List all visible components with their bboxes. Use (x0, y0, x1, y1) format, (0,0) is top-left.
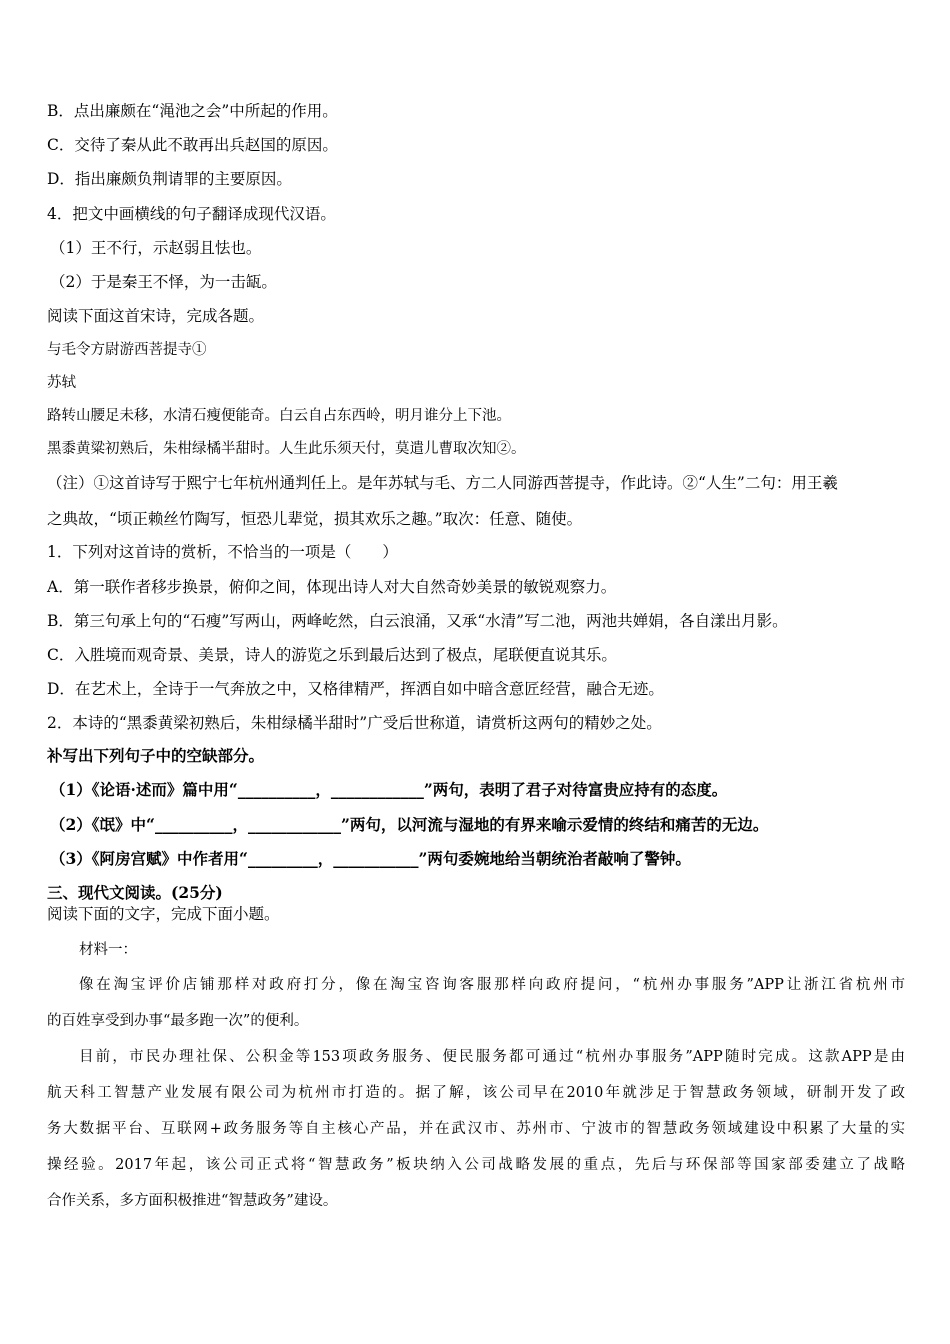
poem-title: 与毛令方尉游西菩提寺① (47, 342, 207, 358)
sentence-1-line: （1）王不行，示赵弱且怯也。 (50, 239, 262, 257)
poem-option-b: B．第三句承上句的“石瘦”写两山，两峰屹然，白云浪涌，又承“水清”写二池，两池共婵娟，各自漾出月影。 (47, 612, 788, 630)
sentence-2-line: （2）于是秦王不怿，为一击缻。 (50, 273, 277, 291)
section-three-heading: 三、现代文阅读。(25分) (47, 883, 223, 902)
material-one-label: 材料一： (79, 942, 137, 958)
fill-blank-1: （1）《论语·述而》篇中用“__________，____________”两句，表明了君子对待富贵应持有的态度。 (50, 780, 728, 799)
poem-author: 苏轼 (47, 375, 76, 391)
option-b-line: B．点出廉颇在“渑池之会”中所起的作用。 (47, 102, 338, 120)
material-one-para2-line3: 务大数据平台、互联网+政务服务等自主核心产品，并在武汉市、苏州市、宁波市的智慧政务领域建设中积累了大量的实 (47, 1121, 905, 1137)
material-one-para2-line4: 操经验。2017年起，该公司正式将“智慧政务”板块纳入公司战略发展的重点，先后与环保部等国家部委建立了战略 (47, 1157, 905, 1173)
poem-option-c: C．入胜境而观奇景、美景，诗人的游览之乐到最后达到了极点，尾联便直说其乐。 (47, 646, 617, 664)
fill-blank-heading: 补写出下列句子中的空缺部分。 (47, 746, 265, 765)
material-one-para1-line2: 的百姓享受到办事“最多跑一次”的便利。 (47, 1013, 309, 1029)
reading-instruction: 阅读下面的文字，完成下面小题。 (47, 905, 280, 923)
fill-blank-3: （3）《阿房宫赋》中作者用“_________，___________”两句委婉地给当朝统治者敲响了警钟。 (50, 849, 691, 868)
option-c-line: C．交待了秦从此不敢再出兵赵国的原因。 (47, 136, 338, 154)
poem-question-2: 2．本诗的“黑黍黄梁初熟后，朱柑绿橘半甜时”广受后世称道，请赏析这两句的精妙之处。 (47, 714, 662, 732)
fill-blank-2: （2）《氓》中“__________，____________”两句，以河流与湿地的有界来喻示爱情的终结和痛苦的无边。 (50, 815, 769, 834)
material-one-para2-line5: 合作关系，多方面积极推进“智慧政务”建设。 (47, 1193, 338, 1209)
material-one-para2-line1: 目前，市民办理社保、公积金等153项政务服务、便民服务都可通过“杭州办事服务”APP随时完成。这款APP是由 (79, 1049, 905, 1065)
poem-option-d: D．在艺术上，全诗于一气奔放之中，又格律精严，挥洒自如中暗含意匠经营，融合无迹。 (47, 680, 664, 698)
poem-note-line-2: 之典故，“顷正赖丝竹陶写，恒恐儿辈觉，损其欢乐之趣。”取次：任意、随使。 (47, 510, 583, 528)
option-d-line: D．指出廉颇负荆请罪的主要原因。 (47, 170, 292, 188)
poem-instruction-line: 阅读下面这首宋诗，完成各题。 (47, 307, 265, 325)
question-4-line: 4．把文中画横线的句子翻译成现代汉语。 (47, 205, 336, 223)
poem-line-1: 路转山腰足未移，水清石瘦便能奇。白云自占东西岭，明月谁分上下池。 (47, 408, 511, 424)
poem-line-2: 黑黍黄粱初熟后，朱柑绿橘半甜时。人生此乐须天付，莫遣儿曹取次知②。 (47, 441, 526, 457)
poem-note-line-1: （注）①这首诗写于熙宁七年杭州通判任上。是年苏轼与毛、方二人同游西菩提寺，作此诗。②“人生”二句：用王羲 (47, 474, 838, 492)
material-one-para2-line2: 航天科工智慧产业发展有限公司为杭州市打造的。据了解，该公司早在2010年就涉足于智慧政务领域，研制开发了政 (47, 1085, 905, 1101)
poem-option-a: A．第一联作者移步换景，俯仰之间，体现出诗人对大自然奇妙美景的敏锐观察力。 (47, 578, 617, 596)
poem-question-1: 1．下列对这首诗的赏析，不恰当的一项是（ ） (47, 543, 398, 561)
material-one-para1-line1: 像在淘宝评价店铺那样对政府打分，像在淘宝咨询客服那样向政府提问，“杭州办事服务”APP让浙江省杭州市 (79, 977, 905, 993)
